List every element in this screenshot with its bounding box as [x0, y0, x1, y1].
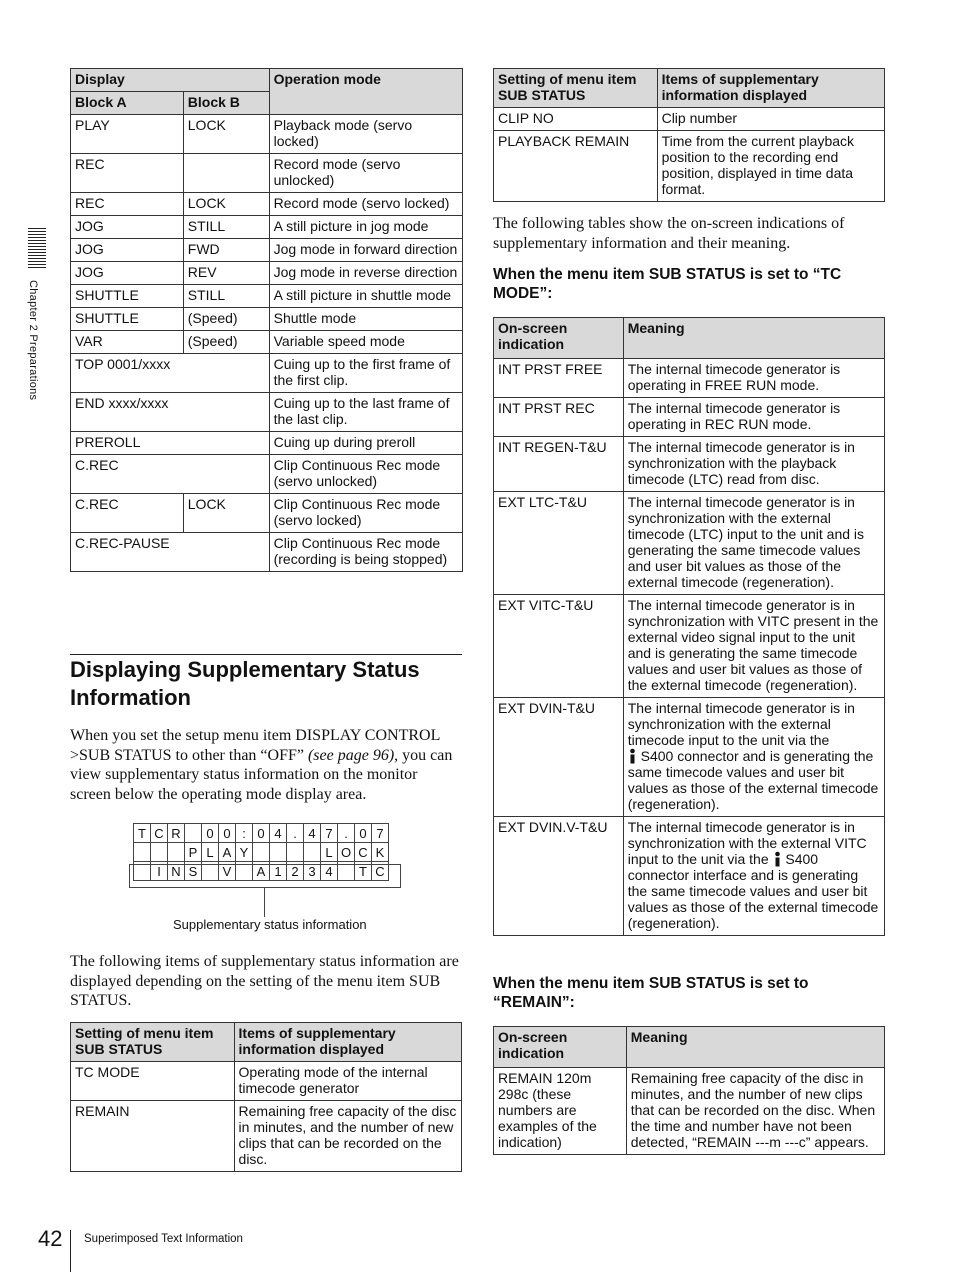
- display-char: C: [355, 843, 372, 862]
- ilink-icon: [628, 748, 637, 764]
- display-char: 4: [304, 824, 321, 843]
- operation-mode-cell: Clip Continuous Rec mode (servo unlocked): [269, 455, 462, 494]
- table-row: [71, 354, 463, 393]
- header-indication: On-screen indication: [494, 318, 624, 359]
- remain-table: [493, 1026, 885, 1155]
- intro-text-1: When you set the setup menu item DISPLAY CONTROL >SUB STATUS to other than “OFF”: [70, 727, 440, 764]
- block-b-cell: (Speed): [183, 331, 269, 354]
- section-title: Displaying Supplementary Status Information: [70, 657, 420, 710]
- callout-line: [264, 887, 265, 917]
- display-char: L: [202, 843, 219, 862]
- block-b-cell: (Speed): [183, 308, 269, 331]
- header-setting: Setting of menu item SUB STATUS: [71, 1023, 235, 1062]
- display-cell: TOP 0001/xxxx: [71, 354, 270, 393]
- display-char: 4: [321, 862, 338, 881]
- chapter-tab-marker: [28, 228, 46, 270]
- block-b-cell: REV: [183, 262, 269, 285]
- display-line: [134, 843, 389, 862]
- operation-mode-cell: A still picture in shuttle mode: [269, 285, 462, 308]
- block-a-cell: PLAY: [71, 115, 184, 154]
- indication-cell: REMAIN 120m 298c (these numbers are examples of the indication): [494, 1068, 627, 1155]
- header-block-b: Block B: [183, 92, 269, 115]
- display-char: [304, 843, 321, 862]
- block-a-cell: SHUTTLE: [71, 285, 184, 308]
- intro-text-2: , you can view supplementary status information on the monitor screen below the operating mode display area.: [70, 746, 453, 803]
- operation-mode-cell: Cuing up during preroll: [269, 432, 462, 455]
- display-char: A: [253, 862, 270, 881]
- operation-mode-cell: Cuing up to the first frame of the first clip.: [269, 354, 462, 393]
- meaning-cell: [623, 698, 884, 817]
- display-char: 2: [287, 862, 304, 881]
- header-indication: On-screen indication: [494, 1027, 627, 1068]
- table-row: [71, 308, 463, 331]
- display-char: [134, 843, 151, 862]
- operation-mode-cell: Jog mode in forward direction: [269, 239, 462, 262]
- operation-mode-cell: Record mode (servo locked): [269, 193, 462, 216]
- meaning-text: S400 connector interface and is generating the same timecode values and user bit values as those of the external timecode (regeneration).: [627, 851, 879, 931]
- table-row: [494, 131, 885, 202]
- table-row: [71, 533, 463, 572]
- table-row: [494, 437, 885, 492]
- sub-status-table-2: [493, 68, 885, 202]
- running-title: Superimposed Text Information: [84, 1233, 243, 1245]
- table-row: [71, 262, 463, 285]
- indication-cell: INT PRST FREE: [494, 359, 624, 398]
- display-char: [287, 843, 304, 862]
- header-operation-mode: Operation mode: [269, 69, 462, 115]
- operation-mode-cell: Clip Continuous Rec mode (recording is being stopped): [269, 533, 462, 572]
- table-row: [71, 115, 463, 154]
- display-char: [270, 843, 287, 862]
- display-char: Y: [236, 843, 253, 862]
- meaning-cell: The internal timecode generator is operating in REC RUN mode.: [623, 398, 884, 437]
- page-number: 42: [38, 1226, 63, 1251]
- display-cell: C.REC: [71, 455, 270, 494]
- block-a-cell: JOG: [71, 216, 184, 239]
- table-row: [71, 193, 463, 216]
- right-intro: The following tables show the on-screen indications of supplementary information and their meaning.: [493, 215, 845, 252]
- meaning-text: The internal timecode generator is in synchronization with the external VITC input to the unit via the: [627, 819, 867, 867]
- block-b-cell: LOCK: [183, 115, 269, 154]
- setting-cell: TC MODE: [71, 1062, 235, 1101]
- meaning-cell: The internal timecode generator is in synchronization with the external timecode (LTC) input to the unit and is generating the same timecode values and user bit values as those of the external timecode (regeneration).: [623, 492, 884, 595]
- operation-mode-cell: Cuing up to the last frame of the last clip.: [269, 393, 462, 432]
- display-char: O: [338, 843, 355, 862]
- table-row: [71, 494, 463, 533]
- table-row: [71, 285, 463, 308]
- table-row: [71, 393, 463, 432]
- info-cell: Operating mode of the internal timecode generator: [234, 1062, 461, 1101]
- setting-cell: PLAYBACK REMAIN: [494, 131, 658, 202]
- table-row: [494, 398, 885, 437]
- indication-cell: EXT DVIN.V-T&U: [494, 817, 624, 936]
- setting-cell: REMAIN: [71, 1101, 235, 1172]
- block-b-cell: STILL: [183, 216, 269, 239]
- sub-status-table-1: [70, 1022, 462, 1172]
- meaning-cell: [623, 817, 884, 936]
- operation-mode-cell: Clip Continuous Rec mode (servo locked): [269, 494, 462, 533]
- display-char: A: [219, 843, 236, 862]
- display-char: V: [219, 862, 236, 881]
- display-char: I: [151, 862, 168, 881]
- display-char: 7: [372, 824, 389, 843]
- header-items: Items of supplementary information displayed: [234, 1023, 461, 1062]
- display-char: R: [168, 824, 185, 843]
- table-row: [494, 595, 885, 698]
- table-row: [494, 817, 885, 936]
- block-b-cell: LOCK: [183, 494, 269, 533]
- display-char: N: [168, 862, 185, 881]
- meaning-cell: The internal timecode generator is in synchronization with VITC present in the external video signal input to the unit and is generating the same timecode values and user bit values as those of the external timecode (regeneration).: [623, 595, 884, 698]
- display-char: C: [372, 862, 389, 881]
- table-row: [494, 698, 885, 817]
- header-block-a: Block A: [71, 92, 184, 115]
- ilink-icon: [773, 851, 782, 867]
- header-items: Items of supplementary information displayed: [657, 69, 884, 108]
- table-row: [71, 239, 463, 262]
- table-row: [71, 455, 463, 494]
- indication-cell: INT REGEN-T&U: [494, 437, 624, 492]
- display-char: 0: [219, 824, 236, 843]
- table-row: [494, 108, 885, 131]
- section-rule: [70, 654, 462, 655]
- block-a-cell: VAR: [71, 331, 184, 354]
- meaning-text: S400 connector and is generating the same timecode values and user bit values as those of the external timecode (regeneration).: [627, 748, 879, 812]
- display-cell: PREROLL: [71, 432, 270, 455]
- table-row: [494, 359, 885, 398]
- display-char: S: [185, 862, 202, 881]
- indication-cell: INT PRST REC: [494, 398, 624, 437]
- operation-mode-cell: Jog mode in reverse direction: [269, 262, 462, 285]
- display-char: [253, 843, 270, 862]
- intro-page-ref[interactable]: (see page 96): [307, 746, 395, 764]
- table-row: [71, 216, 463, 239]
- display-char: C: [151, 824, 168, 843]
- display-char: K: [372, 843, 389, 862]
- indication-cell: EXT LTC-T&U: [494, 492, 624, 595]
- tc-mode-table: [493, 317, 885, 936]
- block-b-cell: STILL: [183, 285, 269, 308]
- block-a-cell: JOG: [71, 239, 184, 262]
- display-char: [185, 824, 202, 843]
- operation-mode-cell: Record mode (servo unlocked): [269, 154, 462, 193]
- operation-mode-cell: Playback mode (servo locked): [269, 115, 462, 154]
- highlight-row-frame: [129, 864, 401, 888]
- table-row: [71, 154, 463, 193]
- tc-mode-heading: When the menu item SUB STATUS is set to “TC MODE”:: [493, 266, 842, 302]
- block-b-cell: LOCK: [183, 193, 269, 216]
- block-b-cell: FWD: [183, 239, 269, 262]
- info-cell: Remaining free capacity of the disc in minutes, and the number of new clips that can be recorded on the disc.: [234, 1101, 461, 1172]
- display-char: 7: [321, 824, 338, 843]
- indication-cell: EXT DVIN-T&U: [494, 698, 624, 817]
- display-char: 0: [355, 824, 372, 843]
- display-char: P: [185, 843, 202, 862]
- display-char: [168, 843, 185, 862]
- display-char: :: [236, 824, 253, 843]
- header-display: Display: [71, 69, 270, 92]
- block-a-cell: SHUTTLE: [71, 308, 184, 331]
- table-row: [494, 1068, 885, 1155]
- mode-table: [70, 68, 463, 572]
- display-char: L: [321, 843, 338, 862]
- display-cell: C.REC-PAUSE: [71, 533, 270, 572]
- block-a-cell: JOG: [71, 262, 184, 285]
- operation-mode-cell: A still picture in jog mode: [269, 216, 462, 239]
- display-char: 4: [270, 824, 287, 843]
- header-meaning: Meaning: [626, 1027, 884, 1068]
- setting-cell: CLIP NO: [494, 108, 658, 131]
- display-char: [151, 843, 168, 862]
- display-char: .: [287, 824, 304, 843]
- operation-mode-cell: Shuttle mode: [269, 308, 462, 331]
- display-char: 0: [202, 824, 219, 843]
- display-char: 0: [253, 824, 270, 843]
- indication-cell: EXT VITC-T&U: [494, 595, 624, 698]
- info-cell: Time from the current playback position to the recording end position, displayed in time data format.: [657, 131, 884, 202]
- table-row: [71, 1101, 462, 1172]
- table-row: [71, 331, 463, 354]
- header-meaning: Meaning: [623, 318, 884, 359]
- block-a-cell: C.REC: [71, 494, 184, 533]
- figure-caption: Supplementary status information: [173, 917, 367, 932]
- table-row: [71, 432, 463, 455]
- display-char: 1: [270, 862, 287, 881]
- meaning-text: The internal timecode generator is in synchronization with the external timecode input to the unit via the: [627, 700, 855, 748]
- meaning-cell: Remaining free capacity of the disc in minutes, and the number of new clips that can be recorded on the disc. When the time and number have not been detected, “REMAIN ---m ---c” appears.: [626, 1068, 884, 1155]
- block-b-cell: [183, 154, 269, 193]
- display-char: 3: [304, 862, 321, 881]
- intro-paragraph: [70, 726, 462, 804]
- display-char: T: [355, 862, 372, 881]
- display-cell: END xxxx/xxxx: [71, 393, 270, 432]
- paragraph-2: The following items of supplementary status information are displayed depending on the setting of the menu item SUB STATUS.: [70, 953, 459, 1009]
- display-char: .: [338, 824, 355, 843]
- operation-mode-cell: Variable speed mode: [269, 331, 462, 354]
- header-setting: Setting of menu item SUB STATUS: [494, 69, 658, 108]
- table-row: [494, 492, 885, 595]
- block-a-cell: REC: [71, 154, 184, 193]
- info-cell: Clip number: [657, 108, 884, 131]
- footer-divider: [70, 1230, 71, 1272]
- remain-heading: When the menu item SUB STATUS is set to “REMAIN”:: [493, 975, 809, 1011]
- table-row: [71, 1062, 462, 1101]
- chapter-label: Chapter 2 Preparations: [27, 280, 39, 401]
- display-char: T: [134, 824, 151, 843]
- block-a-cell: REC: [71, 193, 184, 216]
- display-line: [134, 824, 389, 843]
- meaning-cell: The internal timecode generator is in synchronization with the playback timecode (LTC) read from disc.: [623, 437, 884, 492]
- meaning-cell: The internal timecode generator is operating in FREE RUN mode.: [623, 359, 884, 398]
